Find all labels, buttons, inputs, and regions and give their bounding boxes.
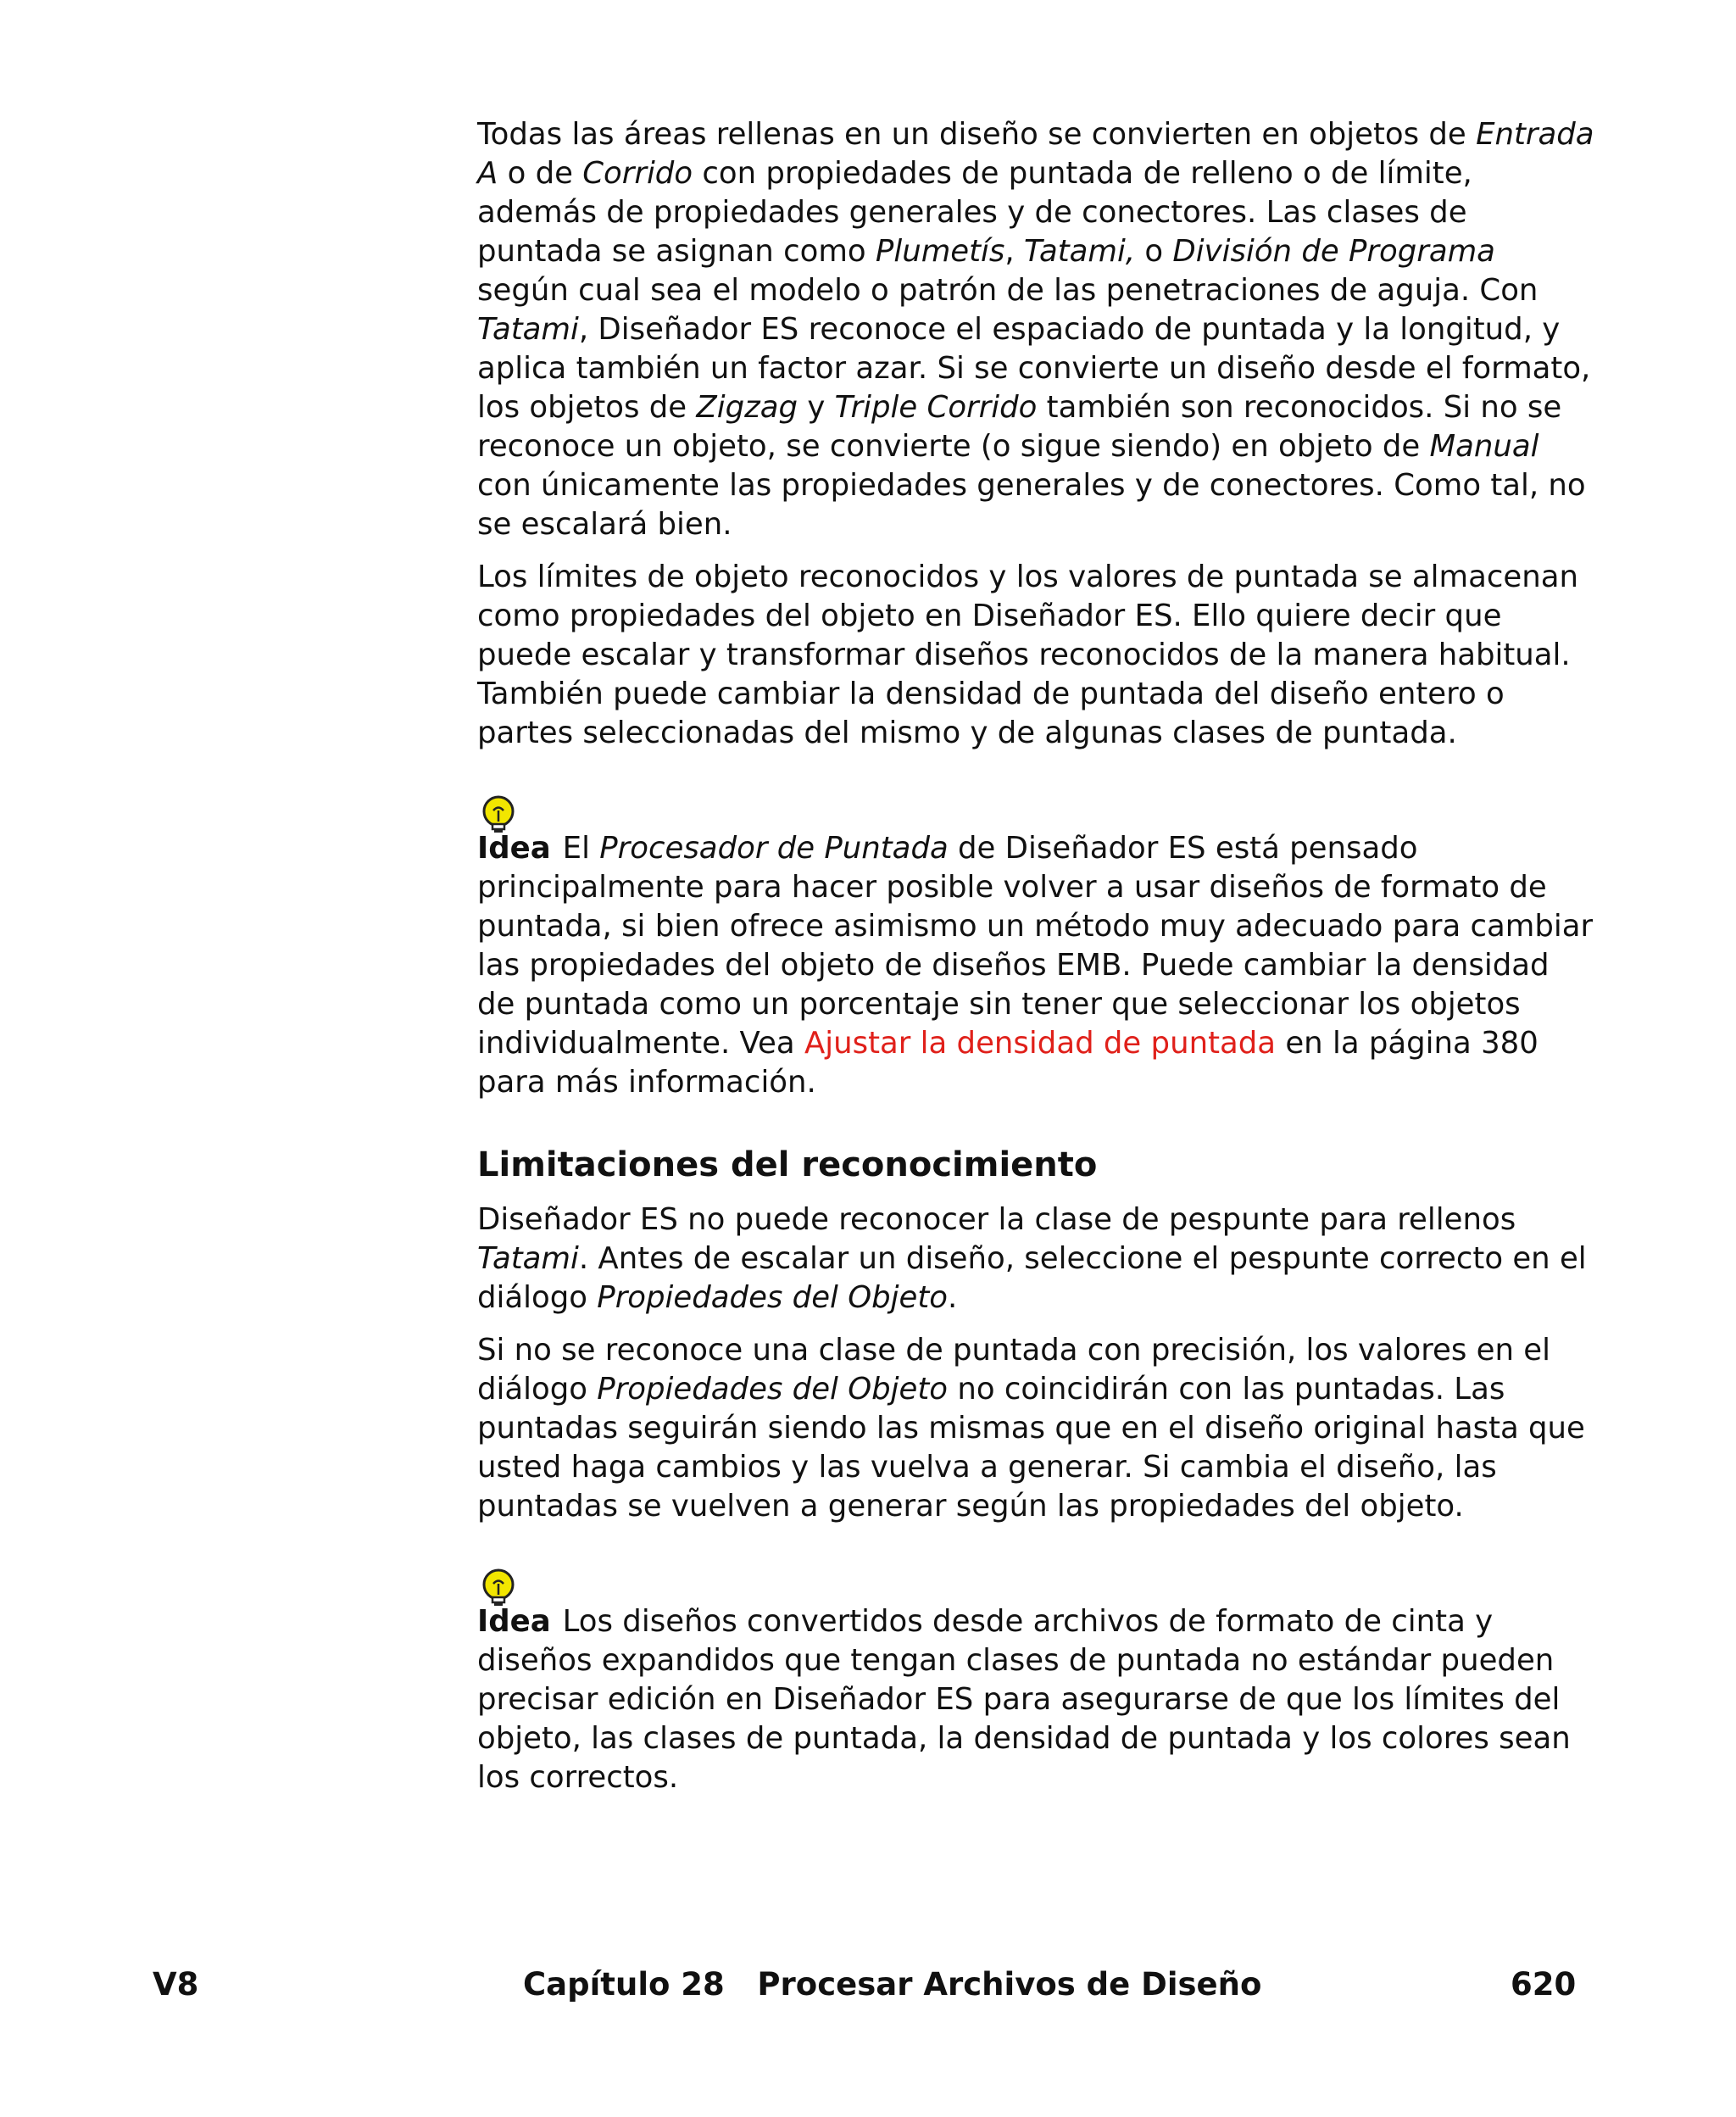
text-run: en la página 380 para más información. — [477, 1026, 1538, 1100]
paragraph-recognized-boundaries: Los límites de objeto reconocidos y los valores de puntada se almacenan como propiedades del objeto en Diseñador ES. Ello quiere decir que puede escalar y transformar diseños reconocidos de la manera habitual. También puede cambiar la densidad de puntada del diseño entero o partes seleccionadas del mismo y de algunas clases de puntada. — [477, 560, 1578, 750]
section-heading: Limitaciones del reconocimiento — [477, 1145, 1098, 1184]
footer-version: V8 — [153, 1966, 199, 2003]
text-run: con propiedades de puntada de relleno o de límite, además de propiedades generales y de conectores. Las clases de puntada se asignan como — [477, 156, 1472, 269]
italic-term: Procesador de Puntada — [599, 831, 949, 866]
italic-term: Triple Corrido — [834, 390, 1038, 425]
italic-term: Corrido — [582, 156, 693, 191]
text-run: también son reconocidos. Si no se reconoce un objeto, se convierte (o sigue siendo) en objeto de — [477, 390, 1562, 464]
footer-page-number: 620 — [1511, 1966, 1577, 2003]
italic-term: Tatami — [477, 312, 579, 347]
text-run: . Antes de escalar un diseño, seleccione el pespunte correcto en el diálogo — [477, 1241, 1587, 1315]
italic-term: Propiedades del Objeto — [597, 1372, 949, 1407]
text-run: , — [1004, 234, 1024, 269]
tip-label: Idea — [477, 831, 551, 866]
text-run: según cual sea el modelo o patrón de las penetraciones de aguja. Con — [477, 273, 1538, 308]
text-run: Los diseños convertidos desde archivos de formato de cinta y diseños expandidos que tengan clases de puntada no estándar pueden precisar edición en Diseñador ES para asegurarse de que los límites del objeto, las clases de puntada, la densidad de puntada y los colores sean los correctos. — [477, 1604, 1571, 1795]
text-run: no coincidirán con las puntadas. Las puntadas seguirán siendo las mismas que en el diseño original hasta que usted haga cambios y las vuelva a generar. Si cambia el diseño, las puntadas se vuelven a generar según las propiedades del objeto. — [477, 1372, 1585, 1524]
text-run: , Diseñador ES reconoce el espaciado de puntada y la longitud, y aplica también un factor azar. Si se convierte un diseño desde el formato, los objetos de — [477, 312, 1591, 425]
page-content — [477, 115, 1596, 1823]
italic-term: Propiedades del Objeto — [597, 1280, 949, 1315]
text-run: de Diseñador ES está pensado principalmente para hacer posible volver a usar diseños de formato de puntada, si bien ofrece asimismo un método muy adecuado para cambiar las propiedades del objeto de diseños EMB. Puede cambiar la densidad de puntada como un porcentaje sin tener que seleccionar los objetos individualmente. Vea — [477, 831, 1594, 1061]
text-run: . — [948, 1280, 958, 1315]
text-run: con únicamente las propiedades generales y de conectores. Como tal, no se escalará bien. — [477, 468, 1586, 542]
italic-term: Tatami, — [1023, 234, 1136, 269]
tip-callout — [477, 794, 1596, 1102]
text-run: o de — [498, 156, 583, 191]
text-run: Si no se reconoce una clase de puntada con precisión, los valores en el diálogo — [477, 1333, 1551, 1407]
text-run: El — [562, 831, 600, 866]
italic-term: Tatami — [477, 1241, 579, 1276]
tip-label: Idea — [477, 1604, 551, 1639]
text-run: Diseñador ES no puede reconocer la clase de pespunte para rellenos — [477, 1202, 1516, 1237]
text-run: Todas las áreas rellenas en un diseño se convierten en objetos de — [477, 117, 1477, 152]
text-run: o — [1135, 234, 1173, 269]
footer-chapter-title: Capítulo 28 Procesar Archivos de Diseño — [523, 1966, 1262, 2003]
text-run: y — [798, 390, 835, 425]
paragraph-object-conversion — [477, 115, 1596, 544]
paragraph-limitations — [477, 1201, 1596, 1318]
italic-term: División de Programa — [1172, 234, 1495, 269]
paragraph-stitch-values — [477, 1331, 1596, 1526]
tip-text — [477, 1602, 1596, 1797]
tip-text — [477, 829, 1596, 1102]
italic-term: Plumetís — [875, 234, 1005, 269]
tip-callout — [477, 1567, 1596, 1797]
italic-term: Entrada A — [477, 117, 1594, 191]
italic-term: Manual — [1429, 429, 1539, 464]
italic-term: Zigzag — [696, 390, 798, 425]
cross-reference-link[interactable]: Ajustar la densidad de puntada — [804, 1026, 1277, 1061]
